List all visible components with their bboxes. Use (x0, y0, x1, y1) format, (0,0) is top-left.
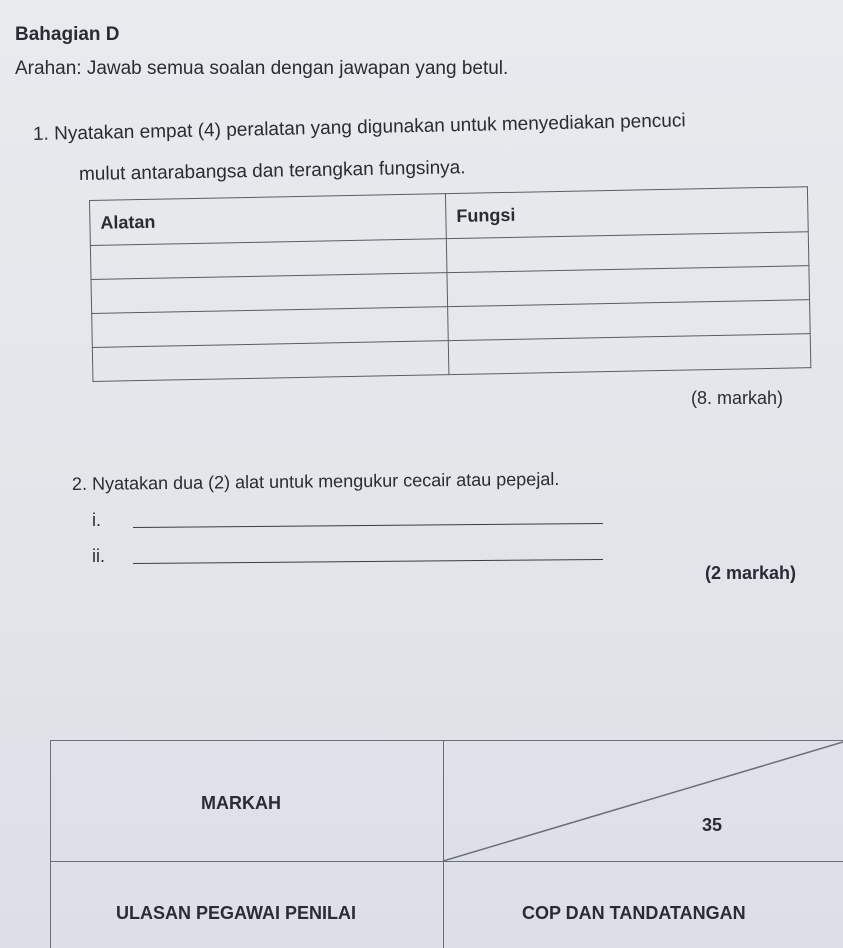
answer-label-ii: ii. (92, 546, 105, 566)
score-box-diagonal (443, 740, 843, 862)
markah-label: MARKAH (201, 793, 281, 813)
question-1-marks: (8. markah) (691, 388, 784, 408)
table-header-alatan: Alatan (90, 194, 447, 246)
question-1-text-line1: 1. Nyatakan empat (4) peralatan yang digunakan untuk menyediakan pencuci (32, 110, 686, 145)
ulasan-label: ULASAN PEGAWAI PENILAI (116, 903, 357, 923)
section-title: Bahagian D (15, 24, 120, 45)
answer-line-i[interactable] (133, 523, 603, 528)
tools-table (89, 186, 811, 382)
question-1-text-line2: mulut antarabangsa dan terangkan fungsinya. (78, 157, 466, 185)
score-box-left-border (50, 740, 51, 948)
table-header-fungsi: Fungsi (445, 187, 808, 239)
question-2-text: 2. Nyatakan dua (2) alat untuk mengukur cecair atau pepejal. (71, 468, 560, 494)
answer-label-i: i. (92, 510, 101, 530)
total-marks: 35 (702, 815, 723, 835)
alatan-cell[interactable] (92, 341, 449, 382)
instruction-text: Arahan: Jawab semua soalan dengan jawapan yang betul. (15, 58, 509, 79)
fungsi-cell[interactable] (448, 334, 811, 375)
cop-label: COP DAN TANDATANGAN (522, 903, 746, 923)
answer-line-ii[interactable] (133, 559, 603, 564)
question-2-marks: (2 markah) (705, 563, 797, 583)
